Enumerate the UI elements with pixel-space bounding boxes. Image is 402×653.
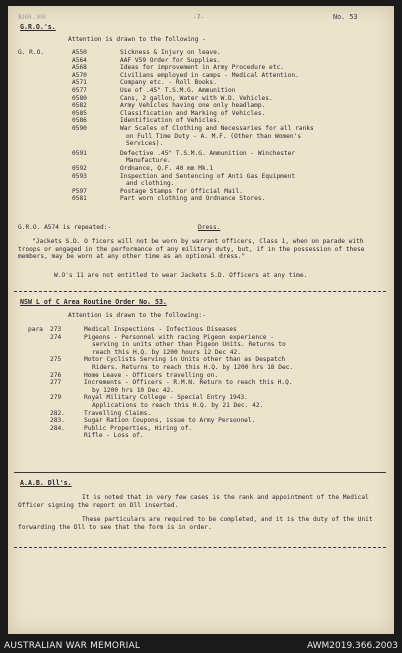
gro-number: 0591 <box>72 149 87 157</box>
archive-name: AUSTRALIAN WAR MEMORIAL <box>4 641 141 651</box>
gro-number: 0593 <box>72 172 87 180</box>
para-item-text: Rifle - Loss of. <box>84 432 144 440</box>
para-item-text: Medical Inspections - Infectious Diseases <box>84 326 237 333</box>
gro-number: 0586 <box>72 117 87 125</box>
section-divider <box>14 472 386 473</box>
gro-number: A550 <box>72 49 87 56</box>
para-item-text: reach this H.Q. by 1200 hours 12 Dec 42. <box>92 348 242 356</box>
gro-number: P597 <box>72 187 87 195</box>
header-stamp: ℝℍℍ.ℍℍ <box>18 14 47 21</box>
gro-item-text: Company etc. - Roll Books. <box>120 79 217 87</box>
page-number: -7- <box>193 14 205 21</box>
gro-item-text: AAF V59 Order for Supplies. <box>120 56 221 64</box>
gro-number: 0580 <box>72 94 87 102</box>
para-item-text: Royal Military College - Special Entry 1943. <box>84 394 248 402</box>
document-page <box>8 6 394 634</box>
aab-para-1: It is noted that in very few cases is the rank and appointment of the Medical Officer signing the report on Dll inserted. <box>18 494 369 509</box>
section-divider <box>14 547 386 548</box>
repeat-prefix: G.R.O. A574 is repeated:- <box>18 224 112 231</box>
gro-item-text: Ordnance, Q.F. 40 mm Mk.1 <box>120 165 214 172</box>
gro-number: 0590 <box>72 125 87 132</box>
para-number: 277 <box>50 379 62 387</box>
para-number: 274 <box>50 333 62 341</box>
gro-item-text: Sickness & Injury on leave. <box>120 49 221 56</box>
area-order-heading: NSW L of C Area Routine Order No. 53. <box>20 298 167 306</box>
para-item-text: by 1200 hrs 10 Dec 42. <box>92 386 174 394</box>
para-item-text: Increments - Officers - R.M.N. Return to reach this H.Q. <box>84 379 293 387</box>
para-number: 284. <box>50 424 65 432</box>
para-prefix: para <box>28 326 43 333</box>
para-item-text: Riders. Returns to reach this H.Q. by 1200 hrs 18 Dec. <box>92 364 294 371</box>
archive-reference: AWM2019.366.2003 <box>306 641 398 651</box>
archive-footer <box>0 639 402 653</box>
gro-item-text: Services). <box>126 140 164 148</box>
aab-heading: A.A.B. Dll's. <box>20 479 72 487</box>
gro-item-text: Use of .45" T.S.M.G. Ammunition <box>120 87 236 94</box>
para-number: 273 <box>50 326 62 333</box>
para-item-text: Travelling Claims. <box>84 409 152 417</box>
gro-number: 0582 <box>72 102 87 110</box>
para-item-text: serving in units other than Pigeon Units. Returns to <box>92 341 286 349</box>
repeat-title: Dress. <box>198 224 221 231</box>
gro-item-text: War Scales of Clothing and Necessaries for all ranks <box>120 125 314 132</box>
gro-number: A570 <box>72 71 87 79</box>
gro-number: A564 <box>72 56 87 64</box>
gro-number: 0585 <box>72 109 87 117</box>
para-number: 282. <box>50 409 65 417</box>
gro-number: 0581 <box>72 195 87 203</box>
gros-heading: G.R.O.'s. <box>20 23 56 31</box>
gro-item-text: Postage Stamps for Official Mail. <box>120 187 243 195</box>
para-number: 279 <box>50 394 62 402</box>
para-item-text: Public Properties, Hiring of. <box>84 424 193 432</box>
gro-item-text: Civilians employed in camps - Medical Attention. <box>120 71 299 79</box>
para-number: 283. <box>50 417 65 425</box>
para-item-text: Sugar Ration Coupons, issue to Army Personnel. <box>84 417 256 425</box>
aab-para-2: These particulars are required to be completed, and it is the duty of the Unit forwarding the Dll to see that the form is in order. <box>18 516 373 531</box>
dress-quote: "Jackets S.D. O ficers will not be worn by warrant officers, Class 1, when on parade with troops or engaged in the performance of any military duty, but, if in the possession of these members, may be worn at any other time as an optional dress." <box>18 238 365 261</box>
gro-item-text: and clothing. <box>126 180 175 188</box>
section-divider <box>14 291 386 292</box>
para-number: 276 <box>50 371 62 379</box>
para-item-text: Motor Cyclists Serving in Units other than as Despatch <box>84 356 286 364</box>
para-item-text: Home Leave - Officers travelling on. <box>84 371 219 379</box>
gros-intro: Attention is drawn to the following - <box>68 36 206 43</box>
para-item-text: Pigeons - Personnel with racing Pigeon experience - <box>84 333 274 341</box>
wo-note: W.O's 11 are not entitled to wear Jackets S.D. Officers at any time. <box>54 272 308 279</box>
para-item-text: Applications to reach this H.Q. by 21 Dec. 42. <box>92 402 264 409</box>
gro-item-text: Manufacture. <box>126 157 171 165</box>
order-number: No. 53 <box>333 13 358 21</box>
gro-item-text: Ideas for improvement in Army Procedure etc. <box>120 64 284 72</box>
gro-item-text: Part worn clothing and Ordnance Stores. <box>120 195 266 203</box>
gro-number: 0577 <box>72 87 87 94</box>
gro-item-text: Defective .45" T.S.M.G. Ammunition - Winchester <box>120 149 296 157</box>
gro-item-text: Classification and Marking of Vehicles. <box>120 109 266 117</box>
gro-item-text: on Full Time Duty - A. M.F. (Other than Women's <box>126 132 302 140</box>
area-order-intro: Attention is drawn to the following:- <box>68 312 206 319</box>
gro-prefix: G. R.O. <box>18 49 45 56</box>
gro-item-text: Identification of Vehicles. <box>120 117 221 125</box>
gro-number: A568 <box>72 64 87 72</box>
gro-number: 0592 <box>72 165 87 172</box>
gro-item-text: Inspection and Sentencing of Anti Gas Equipment <box>120 172 296 180</box>
para-number: 275 <box>50 356 62 364</box>
gro-item-text: Army Vehicles having one only headlamp. <box>120 102 266 110</box>
gro-item-text: Cans, 2 gallon, Water with W.D. Vehicles. <box>120 94 273 102</box>
gro-number: A571 <box>72 79 87 87</box>
